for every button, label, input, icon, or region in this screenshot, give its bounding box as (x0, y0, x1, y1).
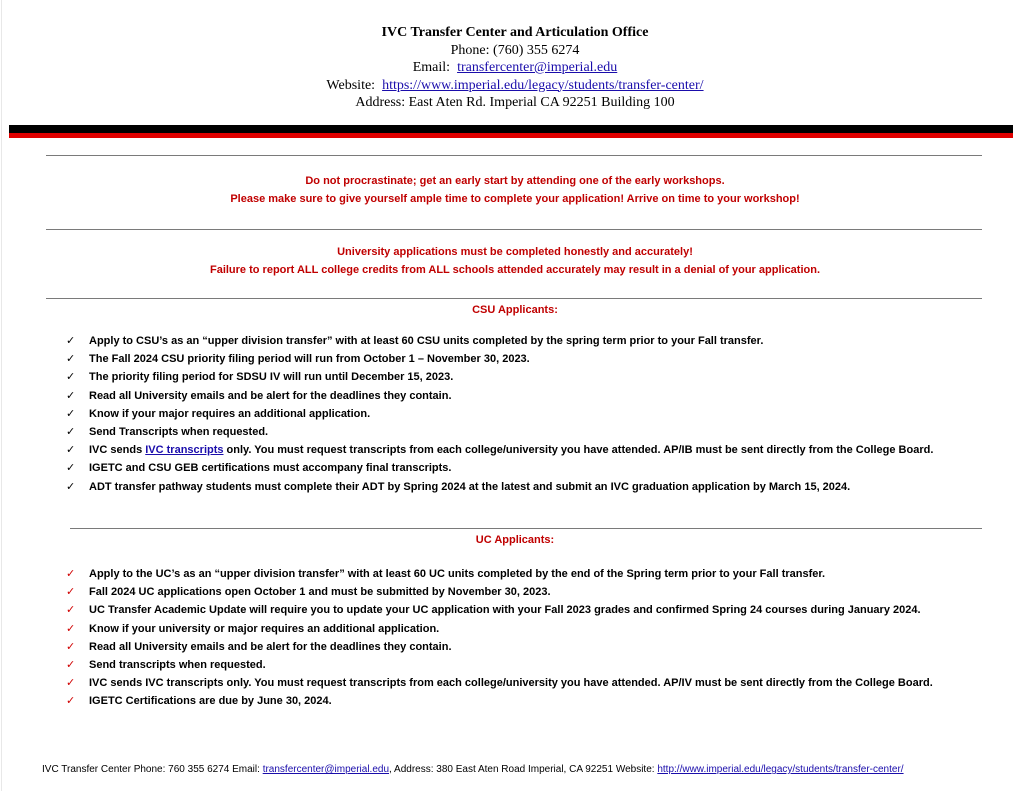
office-website-line (0, 77, 1024, 95)
check-icon: ✓ (66, 425, 76, 438)
office-email-link[interactable]: transfercenter@imperial.edu (457, 60, 618, 75)
list-item: ✓ UC Transfer Academic Update will require you to update your UC application with your Fall 2023 grades and confirmed Spring 24 courses during January 2024. (66, 601, 933, 619)
list-item: ✓ Read all University emails and be alert for the deadlines they contain. (66, 387, 933, 405)
csu-section-title: CSU Applicants: (472, 304, 558, 316)
footer-website-link[interactable]: http://www.imperial.edu/legacy/students/transfer-center/ (657, 764, 904, 775)
list-item: ✓ Fall 2024 UC applications open October 1 and must be submitted by November 30, 2023. (66, 583, 933, 601)
uc-checklist (66, 565, 933, 711)
footer-contact-text: IVC Transfer Center Phone: 760 355 6274 Email: (42, 764, 263, 775)
list-item: ✓ IVC sends IVC transcripts only. You must request transcripts from each college/university you have attended. AP/IB must be sent directly from the College Board. (66, 441, 933, 459)
ivc-transcripts-link[interactable]: IVC transcripts (145, 444, 224, 457)
workshop-notice-line1: Do not procrastinate; get an early start by attending one of the early workshops. (305, 175, 725, 187)
list-item: ✓ The Fall 2024 CSU priority filing period will run from October 1 – November 30, 2023. (66, 350, 933, 368)
check-icon: ✓ (66, 407, 76, 420)
office-address: Address: East Aten Rd. Imperial CA 92251 Building 100 (355, 95, 675, 110)
divider (46, 298, 982, 299)
list-item: ✓ Read all University emails and be alert for the deadlines they contain. (66, 638, 933, 656)
list-item: ✓ Apply to CSU’s as an “upper division transfer” with at least 60 CSU units completed by the spring term prior to your Fall transfer. (66, 332, 933, 350)
list-item: ✓ IGETC Certifications are due by June 30, 2024. (66, 692, 933, 710)
footer-address-text: , Address: 380 East Aten Road Imperial, CA 92251 Website: (389, 764, 658, 775)
list-item: ✓ Apply to the UC’s as an “upper division transfer” with at least 60 UC units completed by the end of the Spring term prior to your Fall transfer. (66, 565, 933, 583)
page-edge (1, 0, 2, 791)
office-email-line (0, 59, 1024, 77)
email-label: Email: (412, 60, 451, 75)
letterhead (0, 24, 1024, 112)
header-divider-red (9, 133, 1013, 138)
check-icon: ✓ (66, 586, 76, 599)
header-divider-black (9, 125, 1013, 133)
check-icon: ✓ (66, 444, 76, 457)
csu-checklist (66, 332, 933, 496)
office-title: IVC Transfer Center and Articulation Office (381, 25, 649, 40)
list-item: ✓ Know if your university or major requires an additional application. (66, 620, 933, 638)
check-icon: ✓ (66, 462, 76, 475)
check-icon: ✓ (66, 640, 76, 653)
divider (46, 155, 982, 156)
office-website-link[interactable]: https://www.imperial.edu/legacy/students/transfer-center/ (382, 77, 704, 93)
check-icon: ✓ (66, 677, 76, 690)
divider (70, 528, 982, 529)
page-footer (42, 764, 904, 775)
check-icon: ✓ (66, 371, 76, 384)
check-icon: ✓ (66, 622, 76, 635)
workshop-notice-line2: Please make sure to give yourself ample time to complete your application! Arrive on time to your workshop! (230, 193, 800, 205)
list-item: ✓ Send Transcripts when requested. (66, 423, 933, 441)
list-item: ✓ IVC sends IVC transcripts only. You must request transcripts from each college/university you have attended. AP/IV must be sent directly from the College Board. (66, 674, 933, 692)
list-item: ✓ Know if your major requires an additional application. (66, 405, 933, 423)
footer-email-link[interactable]: transfercenter@imperial.edu (262, 764, 390, 775)
check-icon: ✓ (66, 568, 76, 580)
honesty-notice-line2: Failure to report ALL college credits from ALL schools attended accurately may result in a denial of your application. (209, 264, 821, 276)
honesty-notice (0, 243, 1024, 279)
check-icon: ✓ (66, 353, 76, 366)
uc-section-title: UC Applicants: (475, 534, 555, 546)
list-item: ✓ The priority filing period for SDSU IV will run until December 15, 2023. (66, 368, 933, 386)
check-icon: ✓ (66, 335, 76, 347)
divider (46, 229, 982, 230)
honesty-notice-line1: University applications must be completed honestly and accurately! (337, 246, 693, 258)
website-label: Website: (326, 77, 376, 93)
check-icon: ✓ (66, 695, 76, 708)
list-item: ✓ ADT transfer pathway students must complete their ADT by Spring 2024 at the latest and submit an IVC graduation application by March 15, 2024. (66, 478, 933, 496)
check-icon: ✓ (66, 658, 76, 671)
workshop-notice (0, 172, 1024, 208)
office-phone: Phone: (760) 355 6274 (450, 42, 580, 58)
list-item: ✓ IGETC and CSU GEB certifications must accompany final transcripts. (66, 459, 933, 477)
check-icon: ✓ (66, 604, 76, 617)
check-icon: ✓ (66, 389, 76, 402)
check-icon: ✓ (66, 480, 76, 493)
list-item: ✓ Send transcripts when requested. (66, 656, 933, 674)
